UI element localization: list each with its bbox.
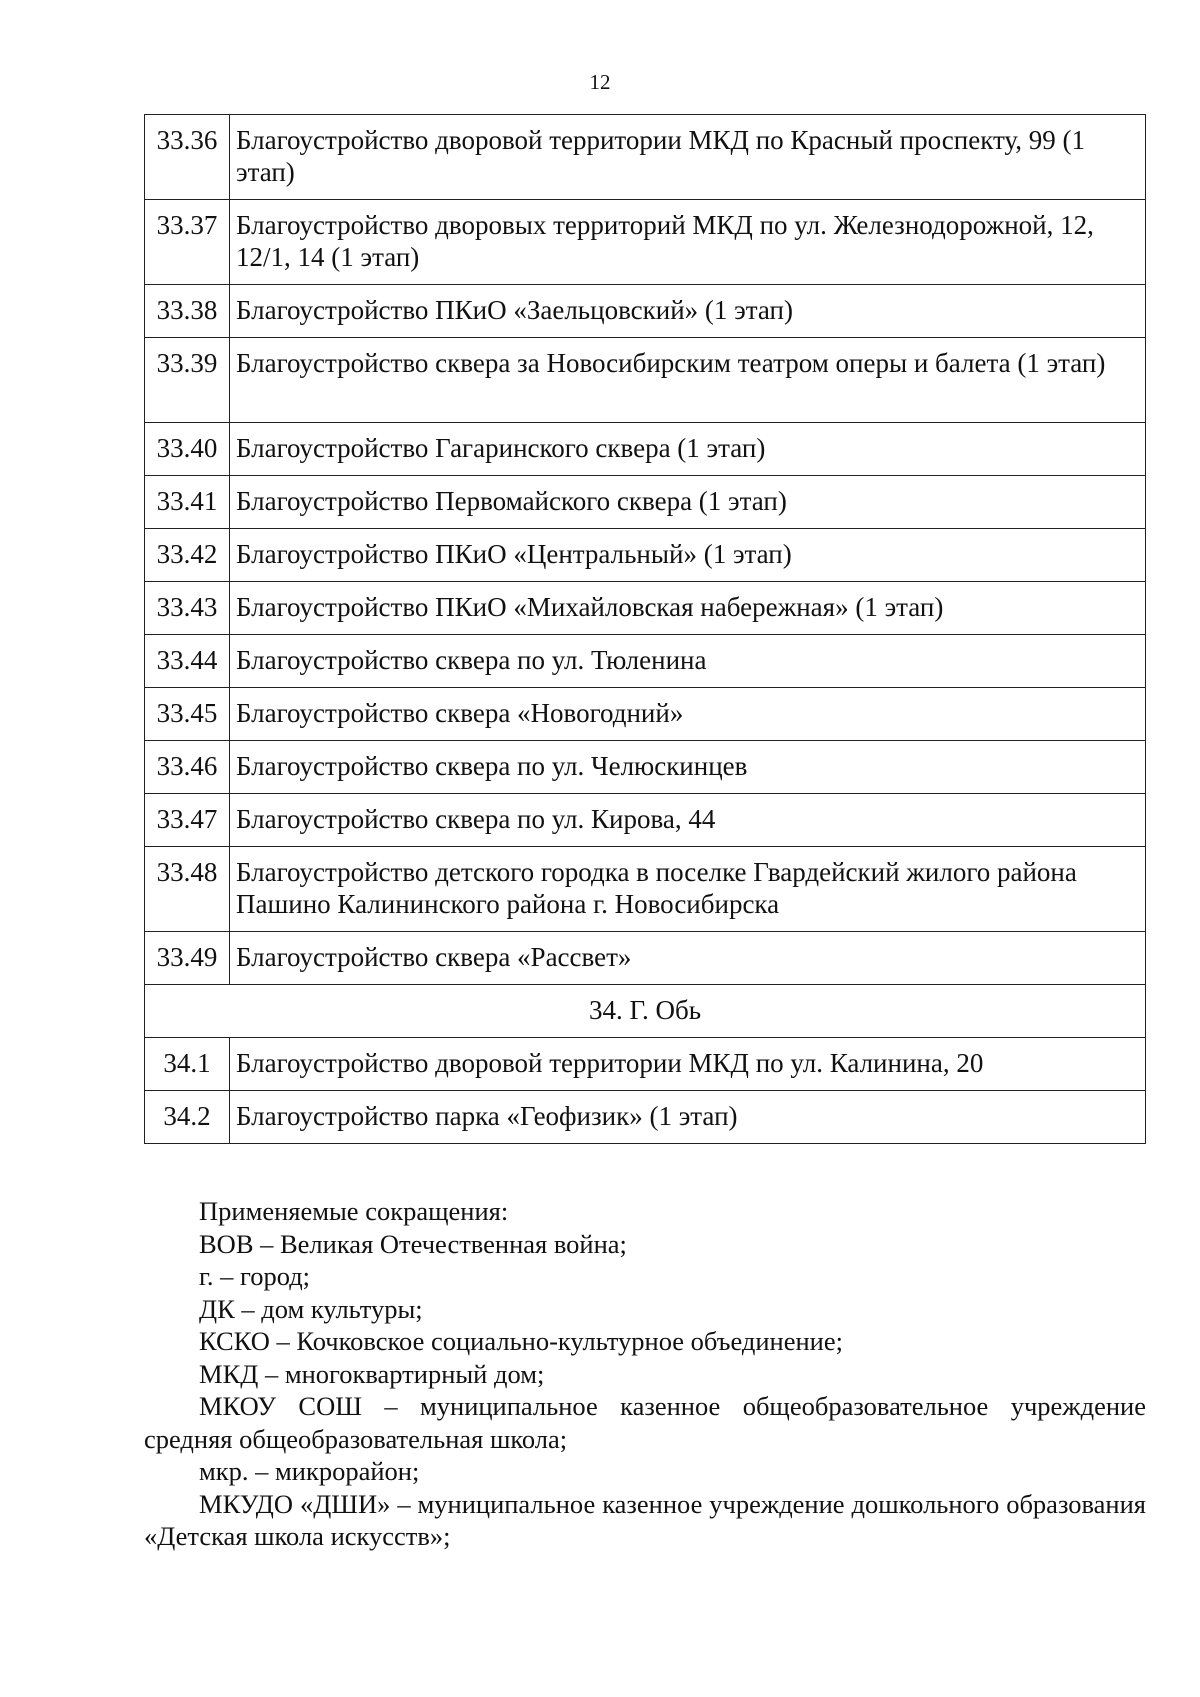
- row-number: 33.42: [145, 529, 230, 582]
- row-description: Благоустройство парка «Геофизик» (1 этап): [230, 1091, 1146, 1144]
- row-description: Благоустройство сквера за Новосибирским театром оперы и балета (1 этап): [230, 338, 1146, 423]
- table-row: [145, 1091, 1146, 1144]
- row-number: 33.47: [145, 794, 230, 847]
- row-description: Благоустройство ПКиО «Заельцовский» (1 этап): [230, 285, 1146, 338]
- row-description: Благоустройство дворовых территорий МКД по ул. Железнодорожной, 12, 12/1, 14 (1 этап): [230, 200, 1146, 285]
- row-description: Благоустройство ПКиО «Михайловская набережная» (1 этап): [230, 582, 1146, 635]
- table-row: [145, 932, 1146, 985]
- abbreviations-block: [144, 1195, 1146, 1553]
- abbreviation-item: мкр. – микрорайон;: [199, 1456, 420, 1486]
- table-row: [145, 847, 1146, 932]
- row-number: 33.41: [145, 476, 230, 529]
- table-row: [145, 338, 1146, 423]
- table-row: [145, 285, 1146, 338]
- projects-table: [144, 114, 1146, 1144]
- row-description: Благоустройство дворовой территории МКД по Красный проспекту, 99 (1 этап): [230, 115, 1146, 200]
- abbreviations-heading: Применяемые сокращения:: [199, 1196, 509, 1226]
- row-number: 33.39: [145, 338, 230, 423]
- table-row: [145, 688, 1146, 741]
- table-row: [145, 476, 1146, 529]
- row-number: 33.48: [145, 847, 230, 932]
- row-description: Благоустройство Первомайского сквера (1 этап): [230, 476, 1146, 529]
- row-number: 33.46: [145, 741, 230, 794]
- row-number: 33.40: [145, 423, 230, 476]
- row-number: 33.43: [145, 582, 230, 635]
- row-description: Благоустройство сквера «Рассвет»: [230, 932, 1146, 985]
- section-title: 34. Г. Обь: [145, 985, 1146, 1038]
- row-number: 33.37: [145, 200, 230, 285]
- table-row: [145, 115, 1146, 200]
- abbreviation-item: МКД – многоквартирный дом;: [199, 1358, 545, 1389]
- table-row: [145, 635, 1146, 688]
- row-number: 33.49: [145, 932, 230, 985]
- table-row: [145, 582, 1146, 635]
- page-number: 12: [589, 70, 611, 94]
- abbreviation-item: ВОВ – Великая Отечественная война;: [199, 1228, 627, 1259]
- row-description: Благоустройство сквера по ул. Тюленина: [230, 635, 1146, 688]
- table-row: [145, 423, 1146, 476]
- row-description: Благоустройство ПКиО «Центральный» (1 этап): [230, 529, 1146, 582]
- abbreviation-item: МКОУ СОШ – муниципальное казенное общеобразовательное учреждение средняя общеобразовательная школа;: [144, 1391, 1146, 1454]
- table-row: [145, 1038, 1146, 1091]
- row-number: 33.44: [145, 635, 230, 688]
- row-description: Благоустройство детского городка в поселке Гвардейский жилого района Пашино Калининского района г. Новосибирска: [230, 847, 1146, 932]
- table-row: [145, 794, 1146, 847]
- abbreviation-item: КСКО – Кочковское социально-культурное объединение;: [199, 1326, 843, 1356]
- row-number: 33.38: [145, 285, 230, 338]
- table-row: [145, 529, 1146, 582]
- row-number: 33.45: [145, 688, 230, 741]
- row-number: 34.2: [145, 1091, 230, 1144]
- row-number: 34.1: [145, 1038, 230, 1091]
- row-description: Благоустройство Гагаринского сквера (1 этап): [230, 423, 1146, 476]
- row-description: Благоустройство сквера по ул. Челюскинцев: [230, 741, 1146, 794]
- abbreviation-item: МКУДО «ДШИ» – муниципальное казенное учреждение дошкольного образования «Детская школа искусств»;: [144, 1488, 1146, 1551]
- table-row: [145, 741, 1146, 794]
- row-description: Благоустройство сквера «Новогодний»: [230, 688, 1146, 741]
- abbreviation-item: г. – город;: [199, 1261, 311, 1291]
- section-header-row: [145, 985, 1146, 1038]
- row-description: Благоустройство дворовой территории МКД по ул. Калинина, 20: [230, 1038, 1146, 1091]
- abbreviation-item: ДК – дом культуры;: [199, 1293, 423, 1324]
- row-number: 33.36: [145, 115, 230, 200]
- row-description: Благоустройство сквера по ул. Кирова, 44: [230, 794, 1146, 847]
- table-row: [145, 200, 1146, 285]
